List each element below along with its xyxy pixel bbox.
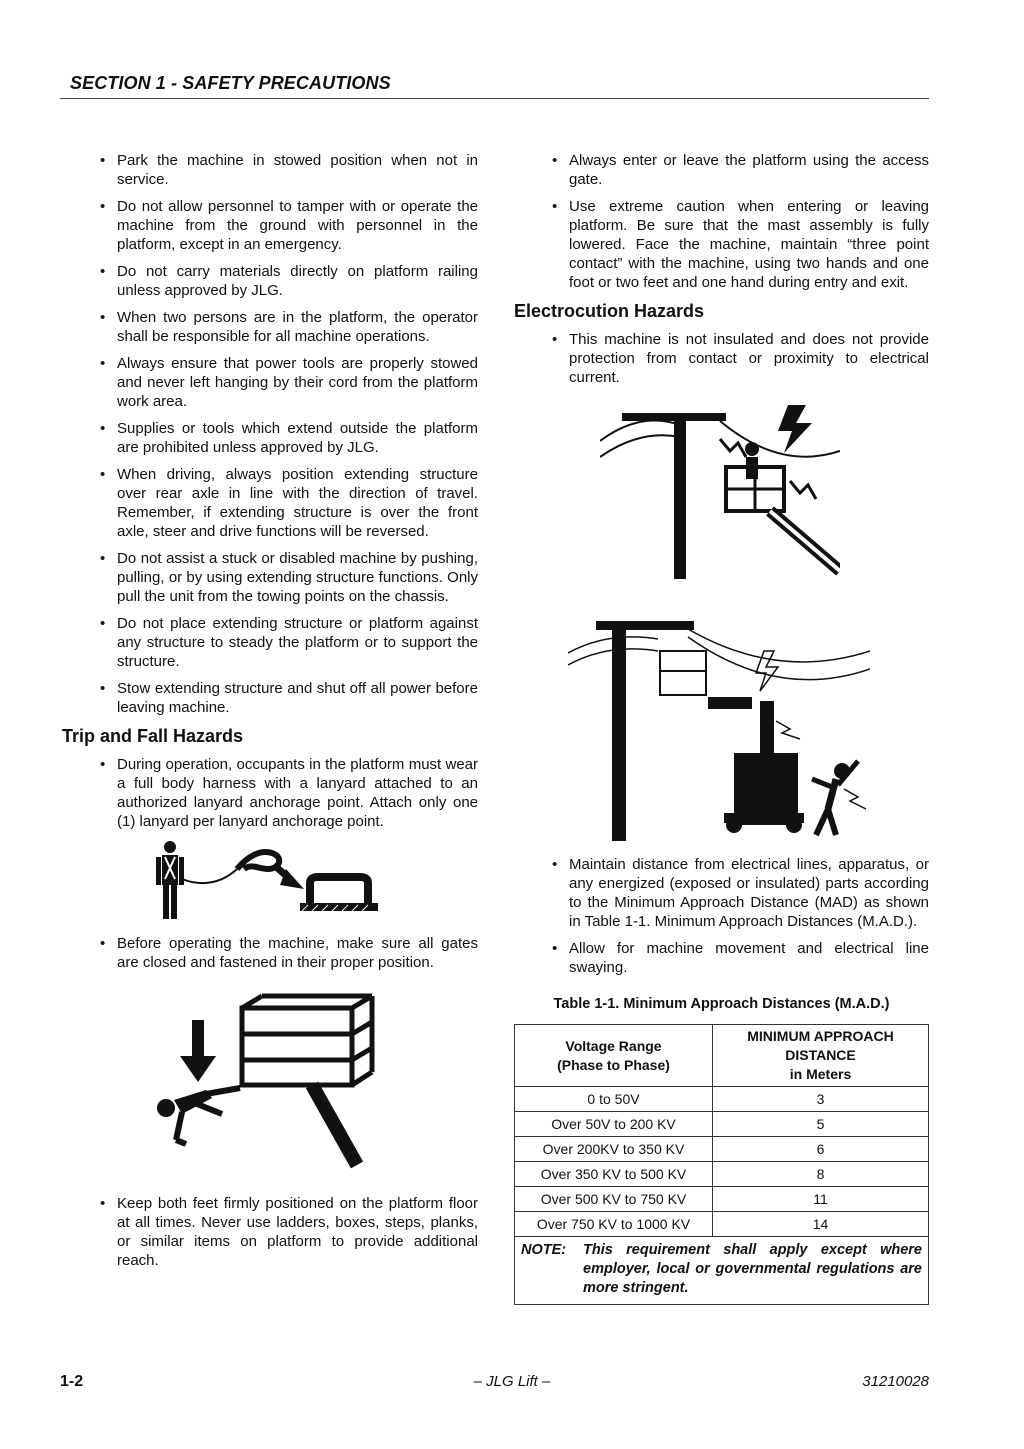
list-item: • Do not allow personnel to tamper with or operate the machine from the ground with personnel in the platform, except in an emergency.	[62, 197, 478, 254]
mad-table	[514, 1024, 929, 1305]
voltage-cell: Over 200KV to 350 KV	[515, 1137, 713, 1162]
list-item: • This machine is not insulated and does not provide protection from contact or proximity to electrical current.	[514, 330, 929, 387]
table-note-row	[515, 1237, 929, 1305]
list-item: • Do not carry materials directly on platform railing unless approved by JLG.	[62, 262, 478, 300]
note-text: This requirement shall apply except where employer, local or governmental regulations are more stringent.	[583, 1242, 922, 1296]
voltage-cell: Over 500 KV to 750 KV	[515, 1187, 713, 1212]
table-row	[515, 1187, 929, 1212]
document-number: 31210028	[862, 1373, 929, 1390]
list-item: • Always enter or leave the platform using the access gate.	[514, 151, 929, 189]
list-item: • Always ensure that power tools are properly stowed and never left hanging by their cord from the platform work area.	[62, 354, 478, 411]
header-line: Voltage Range	[565, 1037, 662, 1054]
gate-list	[62, 934, 478, 972]
list-item: • When two persons are in the platform, the operator shall be responsible for all machine operations.	[62, 308, 478, 346]
power-line-mast-illustration	[568, 621, 929, 843]
table-row	[515, 1137, 929, 1162]
list-item: • Stow extending structure and shut off all power before leaving machine.	[62, 679, 478, 717]
distance-cell: 5	[713, 1112, 929, 1137]
electrocution-heading: Electrocution Hazards	[514, 301, 705, 321]
voltage-cell: Over 50V to 200 KV	[515, 1112, 713, 1137]
table-header-row	[515, 1025, 929, 1087]
list-item: • Supplies or tools which extend outside the platform are prohibited unless approved by JLG.	[62, 419, 478, 457]
electrocution-list	[514, 330, 929, 387]
table-row	[515, 1087, 929, 1112]
voltage-cell: Over 350 KV to 500 KV	[515, 1162, 713, 1187]
distance-cell: 6	[713, 1137, 929, 1162]
feet-list	[62, 1194, 478, 1270]
page-number: 1-2	[60, 1373, 84, 1390]
table-caption: Table 1-1. Minimum Approach Distances (M.A.D.)	[553, 996, 890, 1012]
col-header-voltage	[515, 1025, 713, 1087]
table-row	[515, 1212, 929, 1237]
header-line: in Meters	[789, 1066, 852, 1082]
table-row	[515, 1112, 929, 1137]
table-row	[515, 1162, 929, 1187]
power-line-boom-illustration	[600, 401, 929, 581]
left-column	[62, 151, 478, 1278]
list-item: • Before operating the machine, make sure all gates are closed and fastened in their proper position.	[62, 934, 478, 972]
general-precautions-list	[62, 151, 478, 717]
list-item: • Keep both feet firmly positioned on the platform floor at all times. Never use ladders, boxes, steps, planks, or similar items on platform to provide additional reach.	[62, 1194, 478, 1270]
table-note	[515, 1237, 929, 1305]
distance-cell: 8	[713, 1162, 929, 1187]
list-item: • Do not place extending structure or platform against any structure to steady the platform or to support the structure.	[62, 614, 478, 671]
voltage-cell: Over 750 KV to 1000 KV	[515, 1212, 713, 1237]
distance-cell: 14	[713, 1212, 929, 1237]
harness-lanyard-illustration	[152, 839, 478, 924]
distance-cell: 11	[713, 1187, 929, 1212]
header-line: (Phase to Phase)	[557, 1056, 670, 1073]
falling-person-illustration	[152, 990, 478, 1170]
list-item: • Park the machine in stowed position when not in service.	[62, 151, 478, 189]
list-item: • When driving, always position extending structure over rear axle in line with the direction of travel. Remember, if extending structure is over the front axle, steer and drive functions will be reversed.	[62, 465, 478, 541]
list-item: • Maintain distance from electrical lines, apparatus, or any energized (exposed or insulated) parts according to the Minimum Approach Distance (MAD) as shown in Table 1-1. Minimum Approach Distances (M.A.D.).	[514, 855, 929, 931]
distance-list	[514, 855, 929, 977]
footer-brand: – JLG Lift –	[473, 1373, 551, 1390]
col-header-distance	[713, 1025, 929, 1087]
list-item: • Allow for machine movement and electrical line swaying.	[514, 939, 929, 977]
distance-cell: 3	[713, 1087, 929, 1112]
voltage-cell: 0 to 50V	[515, 1087, 713, 1112]
access-list	[514, 151, 929, 292]
list-item: • During operation, occupants in the platform must wear a full body harness with a lanyard attached to an authorized lanyard anchorage point. Attach only one (1) lanyard per lanyard anchorage point.	[62, 755, 478, 831]
section-title: SECTION 1 - SAFETY PRECAUTIONS	[70, 73, 391, 93]
trip-fall-heading: Trip and Fall Hazards	[62, 726, 244, 746]
trip-fall-list	[62, 755, 478, 831]
list-item: • Do not assist a stuck or disabled machine by pushing, pulling, or by using extending structure functions. Only pull the unit from the towing points on the chassis.	[62, 549, 478, 606]
note-label: NOTE:	[521, 1242, 567, 1258]
list-item: • Use extreme caution when entering or leaving platform. Be sure that the mast assembly is fully lowered. Face the machine, maintain “three point contact” with the machine, using two hands and one foot or two feet and one hand during entry and exit.	[514, 197, 929, 292]
header-rule	[60, 98, 929, 99]
right-column	[514, 151, 929, 1305]
header-line: MINIMUM APPROACH DISTANCE	[747, 1028, 894, 1063]
